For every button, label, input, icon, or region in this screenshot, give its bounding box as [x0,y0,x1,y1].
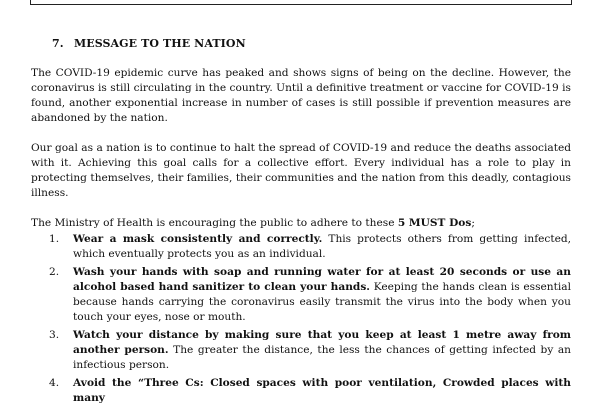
list-item [31,376,571,406]
list-item-bold: Avoid the “Three Cs: Closed spaces with poor ventilation, Crowded places with many [73,377,571,404]
paragraph-epidemic-curve: The COVID-19 epidemic curve has peaked and shows signs of being on the decline. However, the coronavirus is still circulating in the country. Until a definitive treatment or vaccine for COVID-19 is found, another exponential increase in number of cases is still possible if prevention measures are abandoned by the nation. [31,67,571,124]
list-item-bold: Wear a mask consistently and correctly. [73,233,323,245]
list-item [31,328,571,373]
list-item-text: This protects others from getting infected, which eventually protects you as an individual. [73,233,572,260]
list-item-bold: Wash your hands with soap and running water for at least 20 seconds or use an alcohol based hand sanitizer to clean your hands. [73,266,571,293]
list-item [31,232,571,262]
section-number: 7. [52,37,64,50]
list-item-number: 4. [49,377,60,389]
section-heading [52,37,246,50]
list-item-number: 3. [49,329,60,341]
table-border-remnant [30,0,572,5]
must-dos-list [31,232,571,409]
list-item-number: 1. [49,233,60,245]
list-item-text: The greater the distance, the less the chances of getting infected by an infectious person. [73,344,572,371]
paragraph-national-goal: Our goal as a nation is to continue to halt the spread of COVID-19 and reduce the deaths associated with it. Achieving this goal calls for a collective effort. Every individual has a role to play in protecting themselves, their families, their communities and the nation from this deadly, contagious illness. [31,142,571,199]
list-item-number: 2. [49,266,60,278]
intro-end: ; [471,217,475,229]
section-title: MESSAGE TO THE NATION [73,37,246,50]
list-item-text: Keeping the hands clean is essential because hands carrying the coronavirus easily transmit the virus into the body when you touch your eyes, nose or mouth. [73,281,571,323]
intro-text: The Ministry of Health is encouraging the public to adhere to these [31,217,398,229]
intro-bold: 5 MUST Dos [397,217,472,229]
list-item [31,265,571,325]
list-item-bold: Watch your distance by making sure that you keep at least 1 metre away from another person. [73,329,571,356]
paragraph-must-dos-intro [31,216,571,231]
